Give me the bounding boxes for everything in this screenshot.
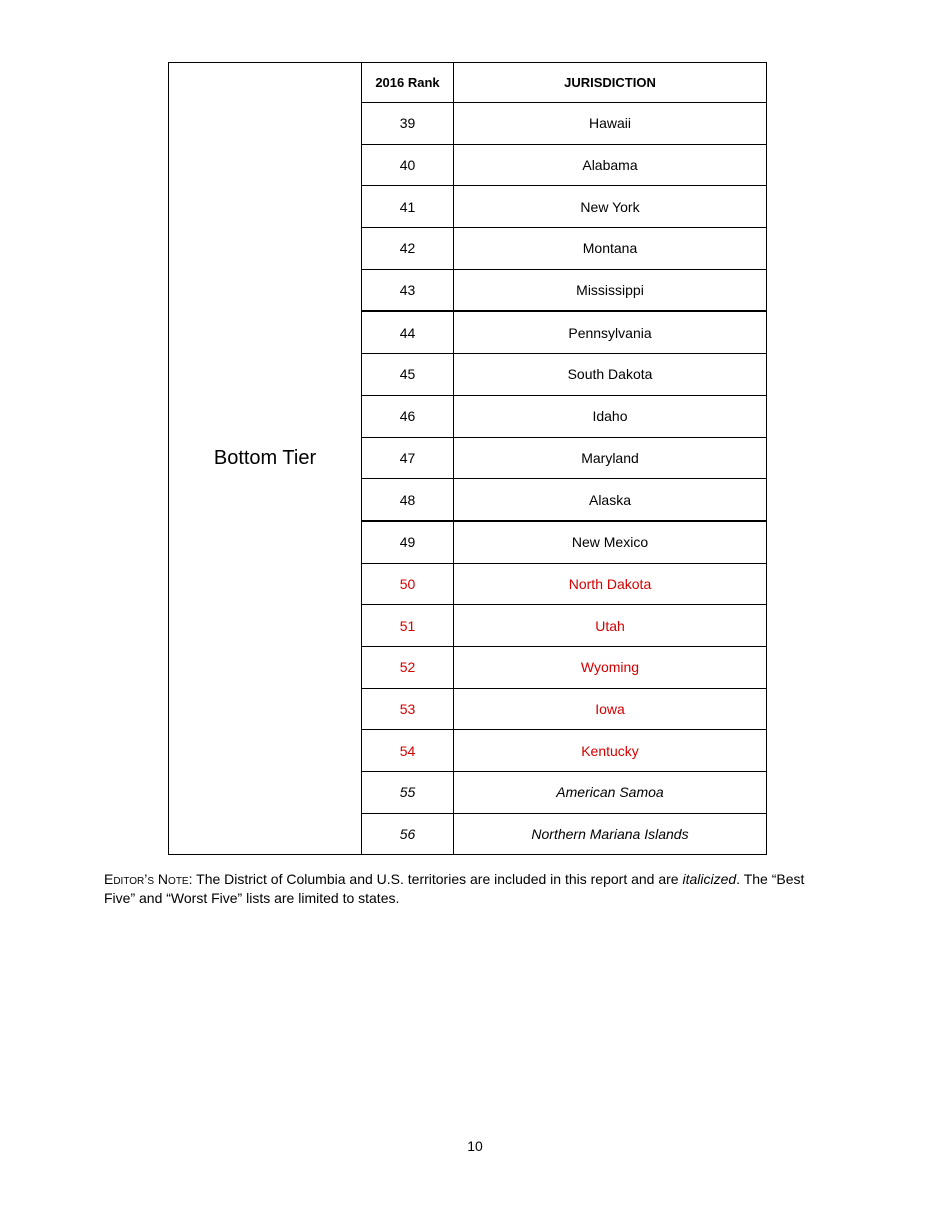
- jurisdiction-cell: Northern Mariana Islands: [454, 813, 767, 855]
- rank-header: 2016 Rank: [362, 63, 454, 103]
- jurisdiction-cell: Maryland: [454, 437, 767, 479]
- jurisdiction-cell: New York: [454, 186, 767, 228]
- rank-cell: 43: [362, 269, 454, 311]
- rank-cell: 47: [362, 437, 454, 479]
- jurisdiction-cell: American Samoa: [454, 772, 767, 814]
- rank-cell: 55: [362, 772, 454, 814]
- rank-cell: 49: [362, 521, 454, 563]
- rank-cell: 48: [362, 479, 454, 521]
- jurisdiction-cell: South Dakota: [454, 354, 767, 396]
- jurisdiction-cell: Idaho: [454, 395, 767, 437]
- tier-label: Bottom Tier: [169, 63, 362, 855]
- jurisdiction-cell: Iowa: [454, 688, 767, 730]
- rank-cell: 44: [362, 311, 454, 353]
- rank-cell: 41: [362, 186, 454, 228]
- jurisdiction-cell: Pennsylvania: [454, 311, 767, 353]
- rank-cell: 45: [362, 354, 454, 396]
- jurisdiction-cell: Alaska: [454, 479, 767, 521]
- rank-cell: 50: [362, 563, 454, 605]
- note-label: Editor’s Note: [104, 871, 189, 887]
- note-text-after: . The “Best Five” and “Worst Five” lists are limited to states.: [104, 871, 805, 906]
- jurisdiction-cell: Wyoming: [454, 646, 767, 688]
- jurisdiction-cell: New Mexico: [454, 521, 767, 563]
- ranking-table: [168, 62, 767, 855]
- rank-cell: 40: [362, 144, 454, 186]
- jurisdiction-cell: Montana: [454, 228, 767, 270]
- jurisdiction-cell: Kentucky: [454, 730, 767, 772]
- header-row: [169, 63, 767, 103]
- rank-cell: 52: [362, 646, 454, 688]
- rank-cell: 56: [362, 813, 454, 855]
- rank-cell: 39: [362, 103, 454, 145]
- jurisdiction-cell: Hawaii: [454, 103, 767, 145]
- note-italic-word: italicized: [682, 871, 737, 887]
- jurisdiction-cell: North Dakota: [454, 563, 767, 605]
- rank-cell: 53: [362, 688, 454, 730]
- ranking-table-body: [169, 63, 767, 855]
- page-number: 10: [467, 1138, 483, 1154]
- rank-cell: 51: [362, 605, 454, 647]
- jurisdiction-cell: Alabama: [454, 144, 767, 186]
- rank-cell: 42: [362, 228, 454, 270]
- rank-cell: 54: [362, 730, 454, 772]
- rank-cell: 46: [362, 395, 454, 437]
- jurisdiction-cell: Utah: [454, 605, 767, 647]
- note-text-before: : The District of Columbia and U.S. territories are included in this report and are: [188, 871, 683, 887]
- jurisdiction-cell: Mississippi: [454, 269, 767, 311]
- jurisdiction-header: JURISDICTION: [454, 63, 767, 103]
- editors-note: [104, 870, 834, 908]
